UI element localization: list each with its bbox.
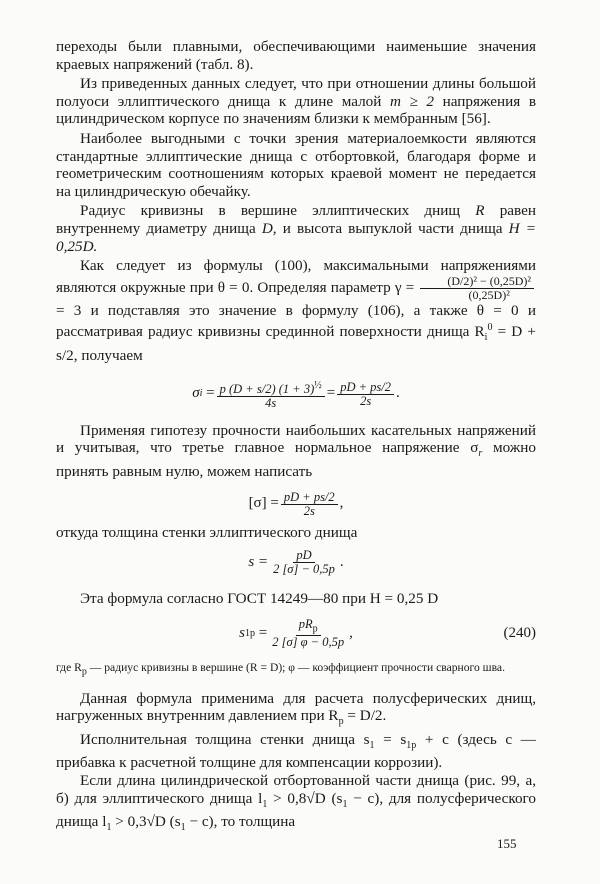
paragraph-9: Данная формула применима для расчета полусферических днищ, нагруженных внутренним давлением при $R_p = D/2$. [56, 689, 536, 728]
document-page [56, 38, 536, 837]
paragraph-1: переходы были плавными, обеспечивающими наименьшие значения краевых напряжений (табл. 8). [56, 38, 536, 73]
formula-240: s 1p = $\frac{pR_p}{2 [\sigma] \varphi - 0,5p}$ , (240) [239, 616, 536, 650]
paragraph-4: Радиус кривизны в вершине эллиптических днищ R равен внутреннему диаметру днища D, и высота выпуклой части днища H = 0,25D. [56, 202, 537, 255]
paragraph-11: Если длина цилиндрической отбортованной части днища (рис. 99, а, б) для эллиптического днища $l_1 > 0,8√D$ $(s_1 - c)$, для полусферического днища $l_1 > 0,3√D$ $(s_1 - c)$, то толщина [56, 772, 536, 834]
page-number: 155 [497, 836, 517, 851]
paragraph-6: Применяя гипотезу прочности наибольших касательных напряжений и учитывая, что третье главное нормальное напряжение $\sigma_r$ можно принять равным нулю, можем написать [56, 421, 536, 480]
equation-number: (240) [503, 624, 536, 641]
paragraph-7: откуда толщина стенки эллиптического днища [56, 523, 358, 541]
paragraph-5: Как следует из формулы (100), максимальными напряжениями являются окружные при θ = 0. Определяя параметр γ = $\frac{\text{(D/2)² − (0,25D)²}}{\text{(0,25D)²}}$ = 3 и подставляя это значение в формулу (106), а также θ = 0 и рассматривая радиус кривизны срединной поверхности днища $R_i^0 = D + s/2$, получаем [56, 257, 536, 364]
formula-sigma-i: σ i = $\frac{p (D + s/2) (1 + 3)^{\frac{1}{2}}}{4s}$ = $\frac{pD + ps/2}{2s}$ . [192, 379, 400, 410]
formula-s: s = $\frac{pD}{2 [\sigma] - 0,5p}$ . [248, 548, 344, 577]
paragraph-8: Эта формула согласно ГОСТ 14249—80 при H = 0,25 D [80, 590, 439, 608]
paragraph-2: Из приведенных данных следует, что при отношении длины большой полуоси эллиптического днища к длине малой m ≥ 2 напряжения в цилиндрическом корпусе по значениям близки к мембранным [56]. [56, 75, 536, 128]
formula-sigma-allowable: [σ] = $\frac{pD + ps/2}{2s}$ , [248, 489, 344, 518]
paragraph-10: Исполнительная толщина стенки днища $s_1 = s_{1p} + c$ (здесь c — прибавка к расчетной толщине для компенсации коррозии). [56, 730, 536, 772]
footnote: где $R_p$ — радиус кривизны в вершине (R = D); φ — коэффициент прочности сварного шва. [56, 661, 505, 678]
paragraph-3: Наиболее выгодными с точки зрения материалоемкости являются стандартные эллиптические днища с отбортовкой, благодаря форме и геометрическим соотношениям которых краевой момент не передается на цилиндрическую обечайку. [56, 129, 536, 200]
gamma-fraction: $\frac{\text{(D/2)² − (0,25D)²}}{\text{(0,25D)²}}$ [420, 275, 534, 302]
